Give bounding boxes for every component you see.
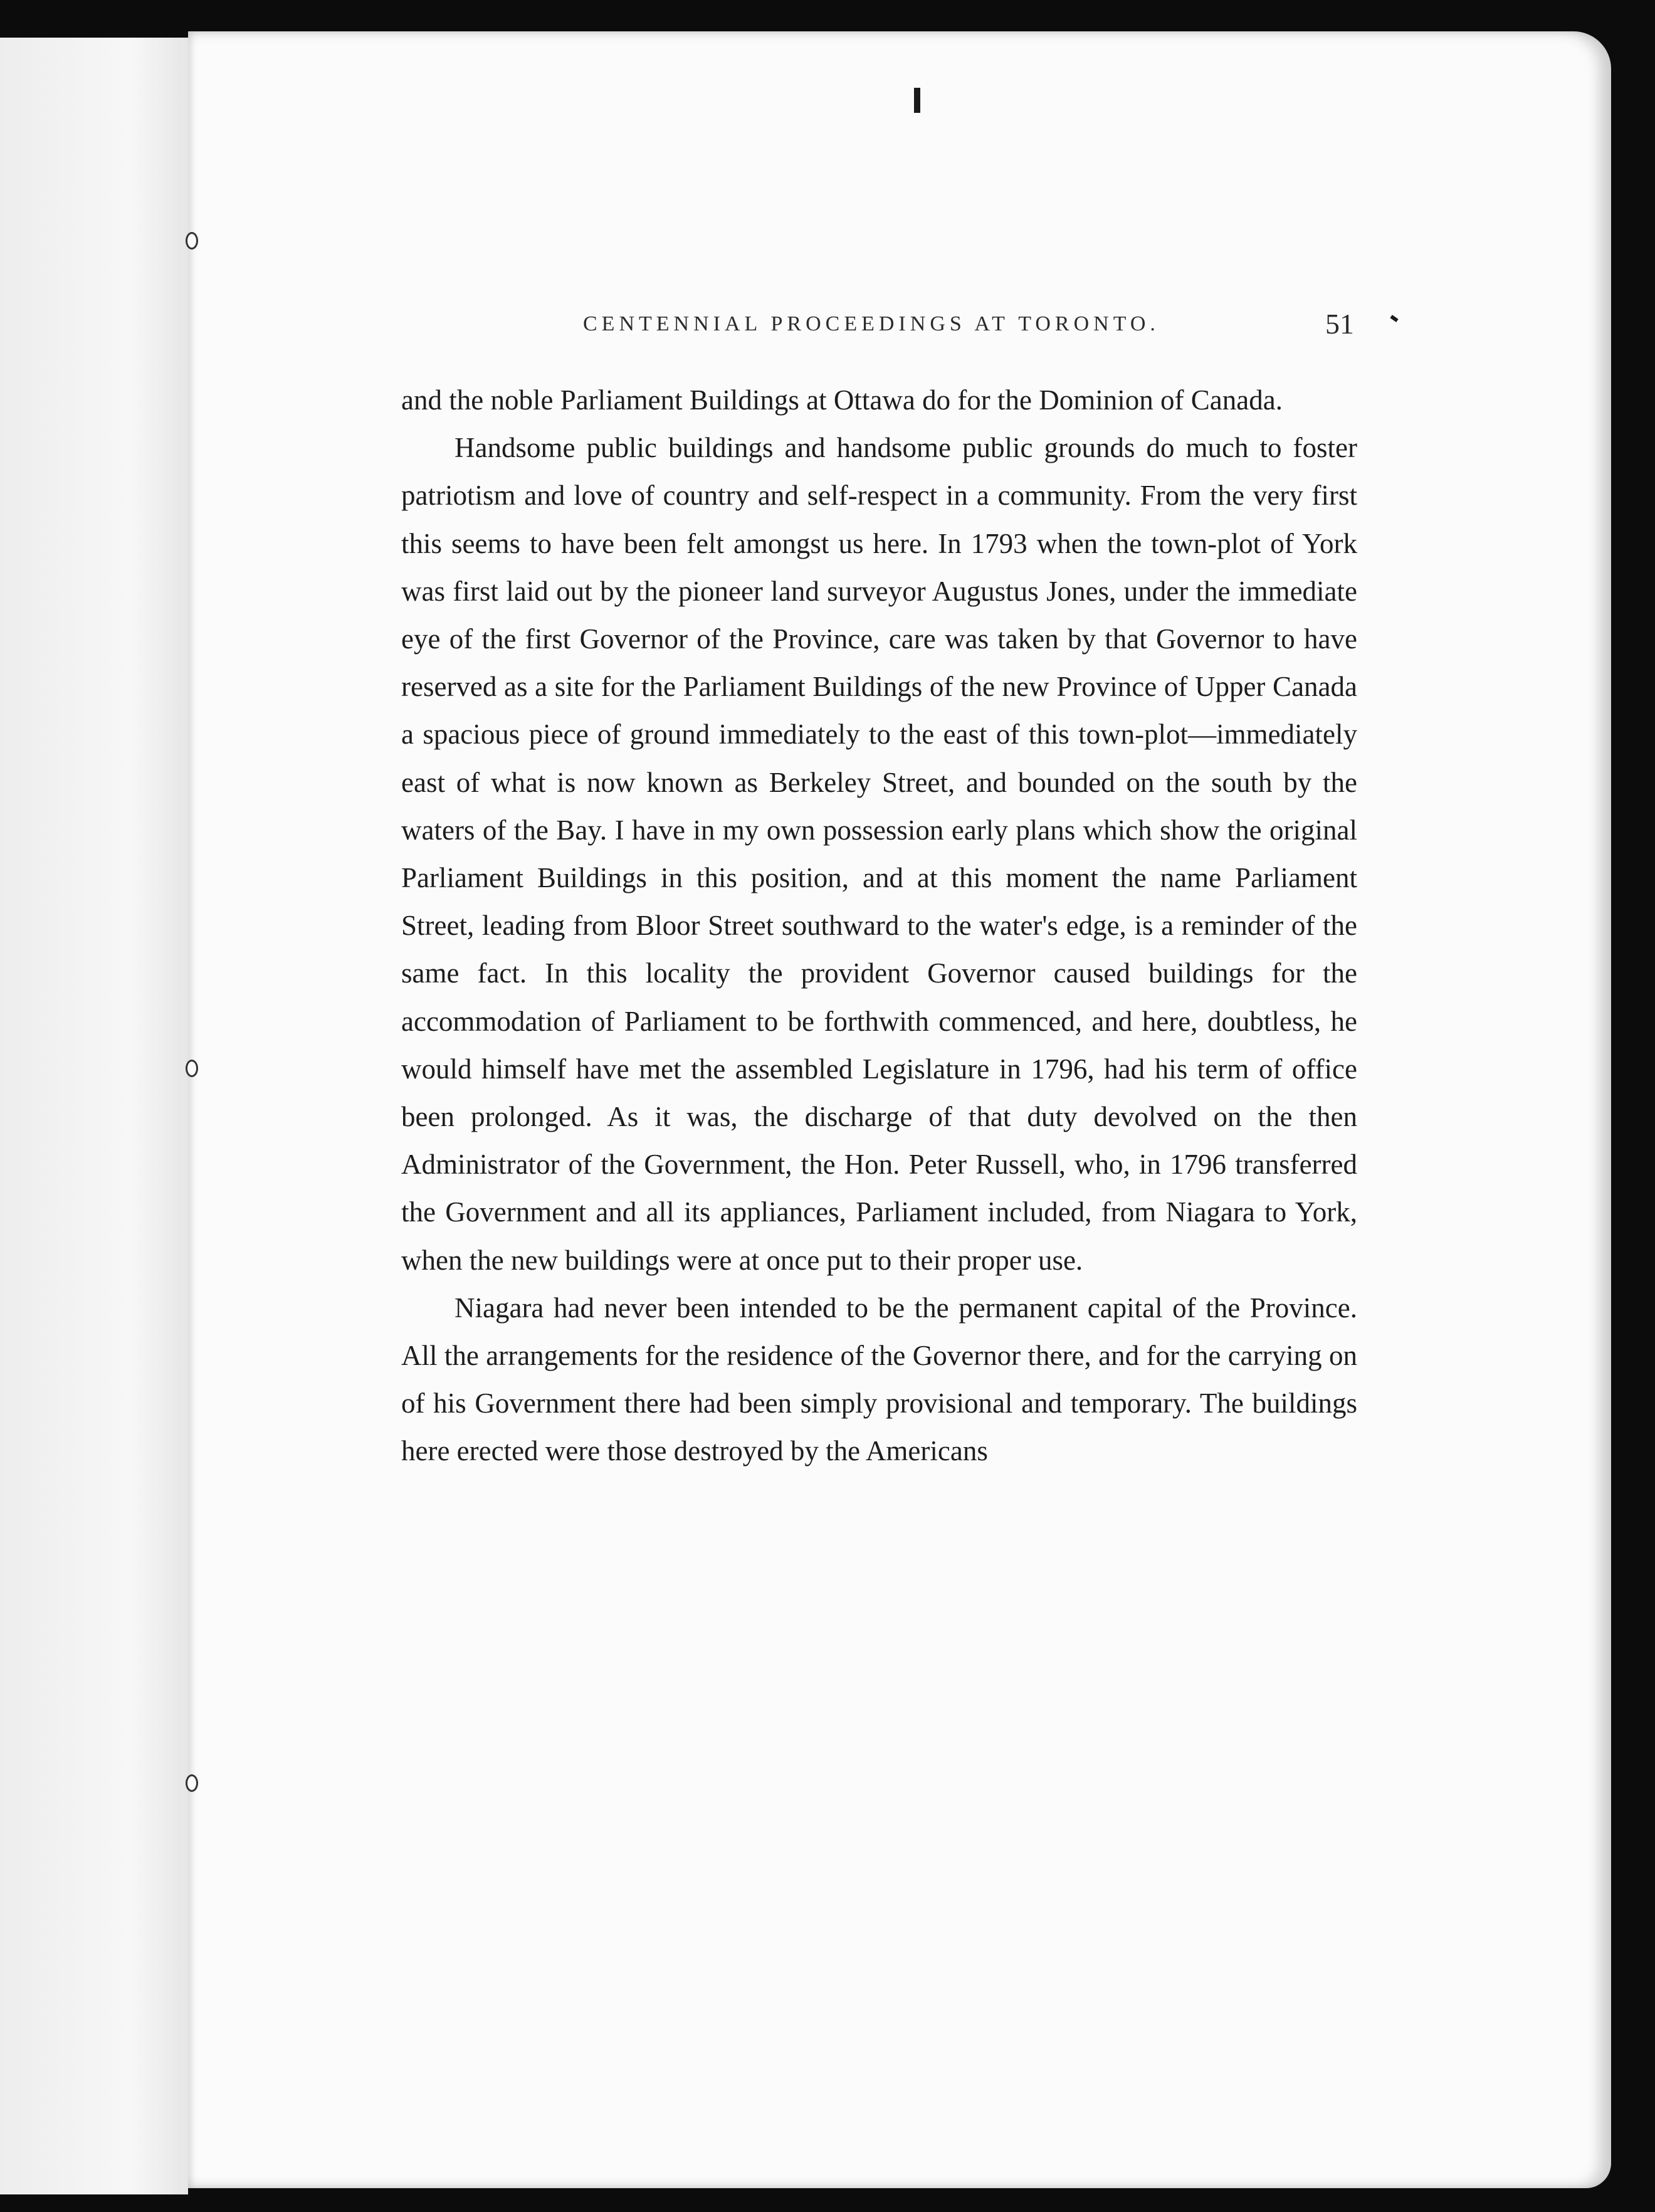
- paragraph: Niagara had never been intended to be the permanent capital of the Province. All the arrangements for the residence of the Governor there, and for the carrying on of his Government there had been simply provisional and temporary. The buildings here erected were those destroyed by the Americans: [401, 1292, 1357, 1467]
- body-text: [401, 376, 1357, 1475]
- running-header: [401, 307, 1367, 345]
- page-number: 51: [1325, 308, 1354, 340]
- scan-speck: [914, 88, 920, 113]
- running-title: CENTENNIAL PROCEEDINGS AT TORONTO.: [583, 312, 1160, 335]
- paragraph: Handsome public buildings and handsome public grounds do much to foster patriotism and love of country and self-respect in a community. From the very first this seems to have been felt amongst us here. In 1793 when the town-plot of York was first laid out by the pioneer land surveyor Augustus Jones, under the immediate eye of the first Governor of the Province, care was taken by that Governor to have reserved as a site for the Parliament Buildings of the new Province of Upper Canada a spacious piece of ground immediately to the east of this town-plot—immediately east of what is now known as Berkeley Street, and bounded on the south by the waters of the Bay. I have in my own possession early plans which show the original Parliament Buildings in this position, and at this moment the name Parliament Street, leading from Bloor Street southward to the water's edge, is a reminder of the same fact. In this locality the provident Governor caused buildings for the accommodation of Parliament to be forthwith commenced, and here, doubtless, he would himself have met the assembled Legislature in 1796, had his term of office been prolonged. As it was, the discharge of that duty devolved on the then Administrator of the Government, the Hon. Peter Russell, who, in 1796 transferred the Government and all its appliances, Parliament included, from Niagara to York, when the new buildings were at once put to their proper use.: [401, 432, 1357, 1276]
- binding-stitch-hole: [186, 1774, 198, 1792]
- binding-stitch-hole: [186, 232, 198, 250]
- previous-leaf-edge: [0, 38, 188, 2194]
- binding-stitch-hole: [186, 1060, 198, 1077]
- paragraph: and the noble Parliament Buildings at Ottawa do for the Dominion of Canada.: [401, 384, 1283, 416]
